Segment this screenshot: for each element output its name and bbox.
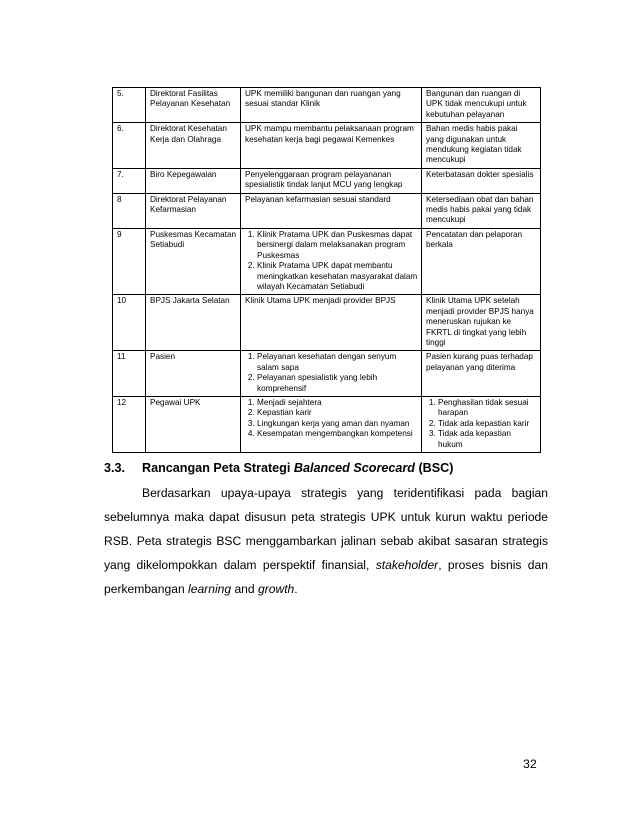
gap-cell: [422, 88, 541, 123]
expectation-cell: [241, 228, 422, 294]
row-number-cell: 8: [113, 193, 146, 228]
expectation-cell: [241, 168, 422, 193]
table-row: [113, 88, 541, 123]
table-row: [113, 228, 541, 294]
expectation-cell-text: UPK memiliki bangunan dan ruangan yang sesuai standar Klinik: [245, 89, 401, 109]
gap-cell: [422, 168, 541, 193]
expectation-cell: [241, 396, 422, 452]
expectation-cell: [241, 351, 422, 397]
expectation-cell-list-item: 2. Kepastian karir: [257, 408, 418, 418]
page-number: 32: [523, 757, 537, 771]
paragraph-text-2: , proses bisnis dan perkembangan: [104, 558, 548, 596]
paragraph-italic-learning: learning: [188, 582, 232, 596]
stakeholder-table: [112, 87, 541, 453]
gap-cell-text: Pencatatan dan pelaporan berkala: [426, 229, 523, 250]
table-row: [113, 193, 541, 228]
gap-cell-list-item: 1. Penghasilan tidak sesuai harapan: [438, 398, 537, 419]
gap-cell-list: [426, 398, 537, 450]
gap-cell: [422, 193, 541, 228]
expectation-cell: [241, 123, 422, 169]
table-row: [113, 123, 541, 169]
gap-cell: [422, 123, 541, 169]
paragraph-italic-stakeholder: stakeholder: [375, 558, 439, 572]
section-number: 3.3.: [104, 461, 126, 475]
gap-cell-text: Klinik Utama UPK setelah menjadi provider BPJS hanya meneruskan rujukan ke FKRTL di tingkat yang lebih tinggi: [426, 296, 534, 347]
table-body: [113, 88, 541, 453]
stakeholder-name-cell: Direktorat Kesehatan Kerja dan Olahraga: [146, 123, 241, 169]
gap-cell-text: Bahan medis habis pakai yang digunakan untuk mendukung kegiatan tidak mencukupi: [426, 124, 522, 165]
paragraph-text-4: .: [294, 582, 298, 596]
section-title-italic: Balanced Scorecard: [293, 461, 415, 475]
row-number-cell: 10: [113, 295, 146, 351]
stakeholder-name-cell: Pasien: [146, 351, 241, 397]
expectation-cell-list: [245, 398, 418, 440]
row-number-cell: 7.: [113, 168, 146, 193]
expectation-cell: [241, 295, 422, 351]
expectation-cell-list-item: 4. Kesempatan mengembangkan kompetensi: [257, 429, 418, 439]
expectation-cell: [241, 88, 422, 123]
row-number-cell: 12: [113, 396, 146, 452]
gap-cell: [422, 351, 541, 397]
expectation-cell-list: [245, 352, 418, 394]
expectation-cell-list: [245, 230, 418, 292]
expectation-cell-text: Pelayanan kefarmasian sesuai standard: [245, 194, 391, 204]
table-row: [113, 351, 541, 397]
row-number-cell: 5.: [113, 88, 146, 123]
paragraph-italic-growth: growth: [257, 582, 295, 596]
stakeholder-name-cell: Direktorat Pelayanan Kefarmasian: [146, 193, 241, 228]
section-title-prefix: Rancangan Peta Strategi: [142, 461, 294, 475]
expectation-cell-text: Klinik Utama UPK menjadi provider BPJS: [245, 296, 396, 306]
expectation-cell-text: Penyelenggaraan program pelayananan spesialistik tindak lanjut MCU yang lengkap: [245, 169, 403, 190]
gap-cell-text: Ketersediaan obat dan bahan medis habis pakai yang tidak mencukupi: [426, 194, 534, 225]
paragraph-text-1: Berdasarkan upaya-upaya strategis yang teridentifikasi pada bagian sebelumnya maka dapat disusun peta strategis UPK untuk kurun waktu periode RSB. Peta strategis BSC menggambarkan jalinan sebab akibat sasaran strategis yang dikelompokkan dalam perspektif finansial,: [104, 486, 548, 572]
gap-cell-text: Bangunan dan ruangan di UPK tidak mencukupi untuk kebutuhan pelayanan: [426, 89, 527, 119]
table-row: [113, 295, 541, 351]
expectation-cell-list-item: 1. Menjadi sejahtera: [257, 398, 418, 408]
paragraph-text-3: and: [231, 582, 258, 596]
expectation-cell: [241, 193, 422, 228]
stakeholder-name-cell: Puskesmas Kecamatan Setiabudi: [146, 228, 241, 294]
expectation-cell-text: UPK mampu membantu pelaksanaan program kesehatan kerja bagi pegawai Kemenkes: [245, 124, 414, 144]
table-row: [113, 396, 541, 452]
section-title-suffix: (BSC): [414, 461, 454, 475]
expectation-cell-list-item: 2. Klinik Pratama UPK dapat membantu meningkatkan kesehatan masyarakat dalam wilayah Kecamatan Setiabudi: [257, 261, 418, 292]
section-heading: [104, 461, 453, 475]
gap-cell-text: Pasien kurang puas terhadap pelayanan yang diterima: [426, 352, 533, 372]
expectation-cell-list-item: 1. Klinik Pratama UPK dan Puskesmas dapat bersinergi dalam melaksanakan program Puskesmas: [257, 230, 418, 261]
stakeholder-name-cell: BPJS Jakarta Selatan: [146, 295, 241, 351]
table-row: [113, 168, 541, 193]
gap-cell: [422, 228, 541, 294]
expectation-cell-list-item: 3. Lingkungan kerja yang aman dan nyaman: [257, 419, 418, 429]
expectation-cell-list-item: 2. Pelayanan spesialistik yang lebih komprehensif: [257, 373, 418, 394]
row-number-cell: 9: [113, 228, 146, 294]
expectation-cell-list-item: 1. Pelayanan kesehatan dengan senyum salam sapa: [257, 352, 418, 373]
stakeholder-name-cell: Pegawai UPK: [146, 396, 241, 452]
stakeholder-name-cell: Biro Kepegawaian: [146, 168, 241, 193]
row-number-cell: 11: [113, 351, 146, 397]
stakeholder-name-cell: Direktorat Fasilitas Pelayanan Kesehatan: [146, 88, 241, 123]
row-number-cell: 6.: [113, 123, 146, 169]
gap-cell-list-item: 2. Tidak ada kepastian karir: [438, 419, 537, 429]
gap-cell: [422, 396, 541, 452]
gap-cell-text: Keterbatasan dokter spesialis: [426, 169, 534, 179]
gap-cell-list-item: 3. Tidak ada kepastian hukum: [438, 429, 537, 450]
gap-cell: [422, 295, 541, 351]
section-paragraph: [104, 481, 548, 601]
